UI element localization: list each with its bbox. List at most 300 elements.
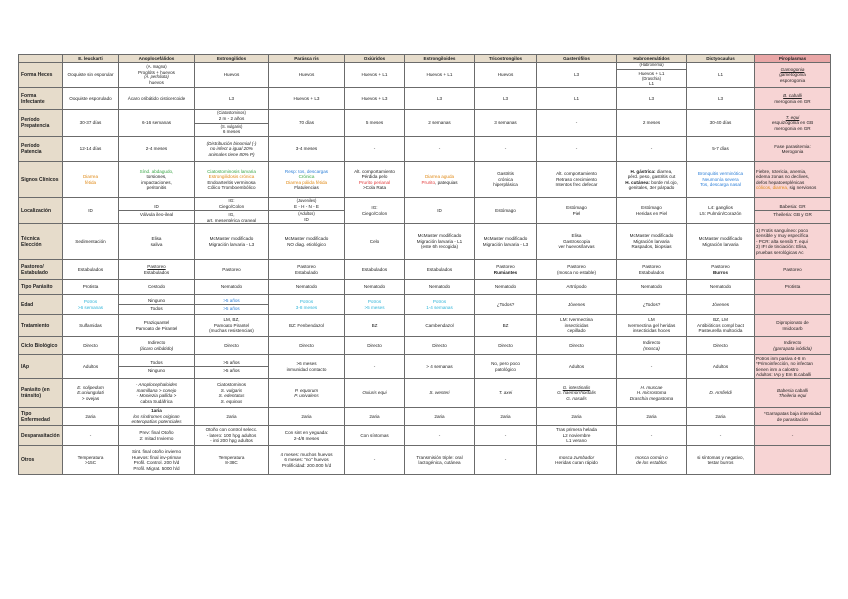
- table-cell: [687, 88, 755, 110]
- cell-text: Estabulados: [361, 266, 388, 272]
- table-cell: [345, 88, 405, 110]
- table-cell: [537, 315, 617, 337]
- cell-line: [346, 284, 403, 290]
- table-row: [19, 280, 831, 295]
- table-cell: [269, 162, 345, 198]
- cell-text: ID: [437, 207, 442, 213]
- cell-line: [618, 433, 685, 439]
- cell-text: Estómago: [566, 205, 587, 210]
- cell-text: ID: [304, 216, 309, 222]
- table-cell: [537, 337, 617, 355]
- cell-line: [196, 96, 267, 102]
- cell-text: -: [504, 432, 507, 438]
- table-cell: [63, 88, 119, 110]
- table-cell: [475, 295, 537, 315]
- cell-line: [476, 414, 535, 420]
- cell-text: Estómago: [641, 205, 662, 210]
- cell-line: [406, 96, 473, 102]
- cell-text: Antibióticos compl bact: [697, 322, 744, 328]
- cell-line: [120, 298, 193, 304]
- table-cell: [617, 88, 687, 110]
- cell-text: Fase parasitemia:: [774, 143, 811, 149]
- cell-line: [688, 72, 753, 78]
- cell-line: [406, 180, 473, 186]
- table-cell: [405, 260, 475, 280]
- cell-text: S. equinus: [220, 398, 243, 404]
- table-cell: [195, 446, 269, 475]
- table-cell: [269, 446, 345, 475]
- cell-text: Todos: [150, 359, 163, 365]
- table-cell: [119, 446, 195, 475]
- cell-line: [120, 326, 193, 332]
- cell-line: [346, 120, 403, 126]
- cell-text: Jóvenes: [711, 301, 730, 307]
- cell-text: -: [791, 432, 794, 438]
- table-cell: [755, 162, 831, 198]
- cell-line: [538, 72, 615, 78]
- cell-line: [64, 460, 117, 466]
- table-cell: [537, 110, 617, 137]
- table-cell: [755, 295, 831, 315]
- cell-line: [476, 242, 535, 248]
- table-cell: [687, 162, 755, 198]
- cell-line: [688, 182, 753, 188]
- cell-line: [618, 146, 685, 152]
- table-cell: [475, 355, 537, 379]
- table-cell: [345, 295, 405, 315]
- cell-text: Potros: [367, 299, 382, 304]
- cell-line: [196, 116, 267, 122]
- table-cell: [475, 110, 537, 137]
- cell-text: -: [373, 146, 376, 152]
- cell-text: (A. perfoliata): [144, 74, 169, 79]
- cell-text: E - H - N - E: [293, 203, 319, 209]
- column-header: Tricostrongilos: [475, 55, 537, 63]
- cell-line: [270, 185, 343, 191]
- cell-text: mosca común o: [635, 454, 668, 460]
- cell-line: [64, 146, 117, 152]
- table-row: [19, 408, 831, 426]
- cell-text: merogonia en GR: [774, 125, 811, 131]
- cell-line: [538, 96, 615, 102]
- column-header: Estrongilidos: [195, 55, 269, 63]
- cell-text: Huevos + L3: [293, 95, 320, 101]
- cell-text: McMaster modificado: [629, 233, 674, 239]
- table-cell: [537, 280, 617, 295]
- table-cell: [687, 379, 755, 408]
- cell-line: [346, 305, 403, 311]
- cell-text: Rumiantes: [493, 269, 518, 275]
- table-cell: [345, 446, 405, 475]
- cell-line: [688, 364, 753, 370]
- table-cell: [195, 379, 269, 408]
- cell-text: Cambendazol: [425, 322, 454, 328]
- table-cell: [195, 280, 269, 295]
- cell-line: [346, 72, 403, 78]
- cell-text: Directo: [224, 342, 239, 348]
- table-cell: [687, 337, 755, 355]
- table-cell: [63, 280, 119, 295]
- cell-line: [64, 180, 117, 186]
- cell-line: [270, 436, 343, 442]
- cell-text: patológico: [495, 366, 516, 372]
- cell-text: IG,: [228, 212, 235, 217]
- cell-text: Huevos + L1: [426, 72, 453, 78]
- table-cell: [755, 63, 831, 88]
- cell-text: Profil. Migrat. 5000 h/d: [133, 465, 180, 471]
- cell-text: saliva: [150, 241, 163, 247]
- cell-line: [270, 242, 343, 248]
- table-cell: [475, 446, 537, 475]
- cell-line: [406, 146, 473, 152]
- table-cell: [687, 355, 755, 379]
- table-cell: [687, 295, 755, 315]
- cell-text: Diarrea aguda: [424, 174, 455, 179]
- cell-line: [476, 96, 535, 102]
- cell-line: [120, 284, 193, 290]
- cell-text: Ivermectina gel heridas: [627, 322, 676, 328]
- cell-line: [538, 302, 615, 308]
- cell-text: Theileria: GB y GR: [773, 212, 812, 217]
- cell-line: [270, 393, 343, 399]
- cell-text: 1) Frotis sanguíneo: poco: [756, 227, 809, 233]
- cell-text: Gastritis: [497, 171, 514, 177]
- table-cell: [269, 426, 345, 446]
- column-header: Estrongiloides: [405, 55, 475, 63]
- cell-text: Con síntomas: [360, 432, 389, 438]
- cell-text: L3: [717, 95, 724, 101]
- cell-text: 2 m - 2 años: [218, 116, 245, 121]
- table-cell: [687, 110, 755, 137]
- table-cell: [475, 408, 537, 426]
- table-cell: [405, 355, 475, 379]
- cell-text: IG:: [228, 198, 235, 203]
- cell-line: [618, 185, 685, 191]
- cell-text: LM, BZ,: [223, 317, 240, 323]
- row-label: Período Prepatencia: [19, 110, 63, 137]
- table-cell: [755, 198, 831, 224]
- cell-line: [538, 270, 615, 276]
- cell-text: >15C: [84, 460, 97, 465]
- cell-line: [64, 305, 117, 311]
- table-cell: [63, 355, 119, 379]
- cell-text: 2) IFI de tinciación: Elisa,: [756, 244, 808, 250]
- cell-line: [406, 120, 473, 126]
- cell-text: tienen inm a calostro: [756, 366, 799, 372]
- cell-text: Migración larvaria - L3: [482, 241, 529, 247]
- cell-text: (muchas resistencias): [209, 328, 254, 334]
- table-cell: [755, 426, 831, 446]
- table-cell: [195, 408, 269, 426]
- table-cell: [119, 379, 195, 408]
- cell-text: L3: [436, 95, 443, 101]
- table-row: [19, 337, 831, 355]
- cell-text: Babesia caballi: [777, 387, 808, 393]
- cell-text: S. edentatus: [218, 393, 245, 398]
- table-cell: [63, 446, 119, 475]
- cell-text: Tras primera helada: [556, 427, 597, 433]
- cell-line: [618, 414, 685, 420]
- cell-text: Retraso crecimiento: [556, 176, 597, 182]
- cell-text: impactaciones,: [141, 179, 172, 185]
- cell-line: [406, 460, 473, 466]
- cell-text: ¿Todos?: [496, 301, 515, 307]
- row-label: Localización: [19, 198, 63, 224]
- table-cell: [617, 110, 687, 137]
- table-cell: [63, 426, 119, 446]
- cell-text: 6 meses: "no" huevos: [284, 457, 329, 463]
- cell-text: - Anoplocephaloides: [135, 382, 178, 387]
- table-row: [19, 315, 831, 337]
- table-cell: [617, 280, 687, 295]
- cell-line: [756, 372, 829, 378]
- table-cell: [195, 88, 269, 110]
- cell-text: L3: [228, 95, 235, 101]
- cell-text: >5 años: [223, 368, 240, 373]
- table-cell: [345, 379, 405, 408]
- table-cell: [537, 408, 617, 426]
- table-cell: [119, 355, 195, 379]
- cell-text: Artrópodo: [566, 284, 587, 290]
- cell-text: pruebas serológicas Ac: [756, 249, 804, 255]
- cell-text: si síntomas y negativo,: [697, 454, 744, 460]
- cell-text: mosca zumbador: [558, 454, 595, 460]
- cell-text: *Garrapatas baja intensidad: [764, 411, 821, 416]
- row-label: Otros: [19, 446, 63, 475]
- cell-text: -: [650, 146, 653, 152]
- cell-text: L4: ganglios: [708, 205, 733, 210]
- cell-text: Indirecto: [147, 340, 166, 345]
- cell-line: [120, 360, 193, 366]
- table-cell: [405, 88, 475, 110]
- column-header: Dictyocaulus: [687, 55, 755, 63]
- cell-text: cepillado: [567, 328, 586, 334]
- cell-text: - Moniezia pallida >: [136, 393, 177, 398]
- table-cell: [63, 295, 119, 315]
- cell-line: [120, 419, 193, 425]
- table-cell: [195, 426, 269, 446]
- cell-text: Prev: final Otoño: [139, 430, 174, 435]
- table-cell: [617, 379, 687, 408]
- table-cell: [195, 198, 269, 224]
- cell-line: [476, 433, 535, 439]
- cell-text: Pastoreo: [496, 264, 515, 269]
- cell-line: [538, 364, 615, 370]
- cell-line: [538, 460, 615, 466]
- table-row: [19, 295, 831, 315]
- comparison-table-wrapper: [18, 54, 830, 475]
- cell-text: B. caballi: [783, 93, 802, 98]
- table-cell: [63, 337, 119, 355]
- cell-text: Pamoato Pirantel: [213, 322, 250, 328]
- cell-text: hiperplásica: [493, 182, 518, 188]
- cell-text: D. Arnfieldi: [709, 390, 732, 396]
- cell-line: [756, 126, 829, 132]
- table-cell: [63, 315, 119, 337]
- table-cell: [617, 337, 687, 355]
- cell-text: LM: [648, 317, 655, 323]
- cell-line: [195, 304, 268, 312]
- cell-line: [476, 208, 535, 214]
- table-cell: [195, 337, 269, 355]
- table-cell: [405, 337, 475, 355]
- cell-line: [64, 120, 117, 126]
- cell-text: L5: Pulmón/Corazón: [699, 210, 742, 216]
- cell-line: [688, 433, 753, 439]
- cell-text: -: [504, 146, 507, 152]
- row-label: Tipo Enfermedad: [19, 408, 63, 426]
- table-cell: [345, 408, 405, 426]
- cell-text: Dipropionato de: [776, 320, 809, 325]
- table-cell: [617, 446, 687, 475]
- cell-line: [270, 414, 343, 420]
- row-label: Forma Infectante: [19, 88, 63, 110]
- table-row: [19, 162, 831, 198]
- cell-line: [688, 146, 753, 152]
- cell-line: [120, 80, 193, 86]
- cell-line: [756, 346, 829, 352]
- cell-text: Estabulados: [77, 266, 104, 272]
- cell-line: [270, 323, 343, 329]
- table-cell: [687, 426, 755, 446]
- cell-line: [346, 414, 403, 420]
- table-cell: [755, 88, 831, 110]
- table-cell: [405, 446, 475, 475]
- cell-line: [406, 343, 473, 349]
- cell-text: Protista: [82, 284, 99, 290]
- cell-text: Gastroscopia: [562, 238, 591, 244]
- cell-text: Heridas en Piel: [635, 210, 668, 216]
- table-row: [19, 198, 831, 224]
- cell-text: 1aria: [151, 408, 162, 414]
- cell-text: Nematodo: [220, 284, 243, 290]
- cell-line: [119, 304, 194, 312]
- cell-text: ¿Todos?: [642, 301, 661, 307]
- cell-line: [688, 211, 753, 217]
- cell-line: [119, 366, 194, 374]
- table-cell: [269, 63, 345, 88]
- table-cell: [195, 110, 269, 137]
- cell-text: -: [438, 432, 441, 438]
- table-cell: [119, 162, 195, 198]
- cell-line: [406, 305, 473, 311]
- cell-text: fétida: [84, 179, 97, 185]
- table-cell: [119, 224, 195, 260]
- cell-text: Proglóts + huevos: [138, 69, 175, 75]
- cell-text: Alt. comportamiento: [556, 171, 597, 177]
- cell-text: (Distribución binomial (-): [206, 140, 257, 146]
- cell-text: McMaster modificado: [698, 236, 743, 241]
- cell-text: McMaster modificado: [209, 236, 254, 241]
- table-cell: [687, 260, 755, 280]
- cell-text: 12-14 días: [79, 146, 102, 152]
- cell-text: Praziquantel: [143, 320, 170, 325]
- table-cell: [475, 198, 537, 224]
- cell-text: huevos: [149, 79, 164, 85]
- table-cell: [405, 426, 475, 446]
- table-cell: [475, 137, 537, 162]
- cell-text: (Draschia): [642, 75, 661, 81]
- cell-text: Theileria equi: [778, 393, 807, 398]
- cell-line: [196, 204, 267, 210]
- cell-text: -: [575, 146, 578, 152]
- table-cell: [405, 315, 475, 337]
- cell-line: [476, 72, 535, 78]
- cell-line: [538, 182, 615, 188]
- cell-text: L3: [648, 95, 655, 101]
- cell-text: (garrapata ixódida): [773, 345, 812, 351]
- cell-text: Migración larvaria: [633, 238, 670, 244]
- table-cell: [345, 280, 405, 295]
- cell-text: Todos: [150, 306, 163, 311]
- cell-text: G. haemorrhoidalis: [557, 390, 596, 396]
- table-cell: [405, 137, 475, 162]
- cell-text: 70 días: [298, 120, 315, 126]
- cell-line: [196, 152, 267, 158]
- table-cell: [269, 315, 345, 337]
- cell-line: [756, 250, 829, 256]
- table-row: [19, 110, 831, 137]
- cell-text: E. solipedum: [77, 384, 104, 390]
- table-cell: [345, 110, 405, 137]
- cell-line: [196, 343, 267, 349]
- table-cell: [195, 162, 269, 198]
- table-cell: [63, 137, 119, 162]
- table-cell: [537, 224, 617, 260]
- cell-text: cólicos, diarrea,: [756, 185, 789, 190]
- cell-text: McMaster modificado: [284, 236, 329, 241]
- cell-line: [618, 120, 685, 126]
- cell-text: -: [373, 457, 376, 463]
- table-cell: [405, 162, 475, 198]
- cell-text: 30-40 días: [709, 120, 732, 126]
- cell-text: no infect a igual 20%: [210, 146, 253, 152]
- cell-line: [196, 267, 267, 273]
- cell-line: [346, 390, 403, 396]
- cell-line: [64, 267, 117, 273]
- table-cell: [537, 446, 617, 475]
- table-cell: [617, 315, 687, 337]
- cell-line: [688, 120, 753, 126]
- table-cell: [269, 295, 345, 315]
- table-cell: [537, 379, 617, 408]
- cell-line: [618, 364, 685, 370]
- cell-line: [346, 364, 403, 370]
- cell-line: [406, 323, 473, 329]
- table-cell: [63, 63, 119, 88]
- cell-text: -: [650, 432, 653, 438]
- table-row: [19, 446, 831, 475]
- cell-text: Ciego/Colon: [218, 203, 245, 209]
- cell-text: >Cola Rata: [362, 185, 387, 190]
- cell-text: -: [719, 432, 722, 438]
- table-cell: [755, 379, 831, 408]
- cell-line: [538, 120, 615, 126]
- cell-line: [270, 463, 343, 469]
- cell-text: LM: Ivermectina: [560, 317, 593, 323]
- cell-text: (Habronema): [639, 62, 664, 68]
- cell-text: Nematodo: [494, 284, 517, 290]
- table-cell: [617, 63, 687, 88]
- table-cell: [617, 260, 687, 280]
- table-cell: [269, 408, 345, 426]
- cell-line: [120, 270, 193, 276]
- cell-line: [538, 396, 615, 402]
- table-cell: [755, 280, 831, 295]
- table-cell: [475, 88, 537, 110]
- cell-line: [64, 208, 117, 214]
- table-cell: [687, 137, 755, 162]
